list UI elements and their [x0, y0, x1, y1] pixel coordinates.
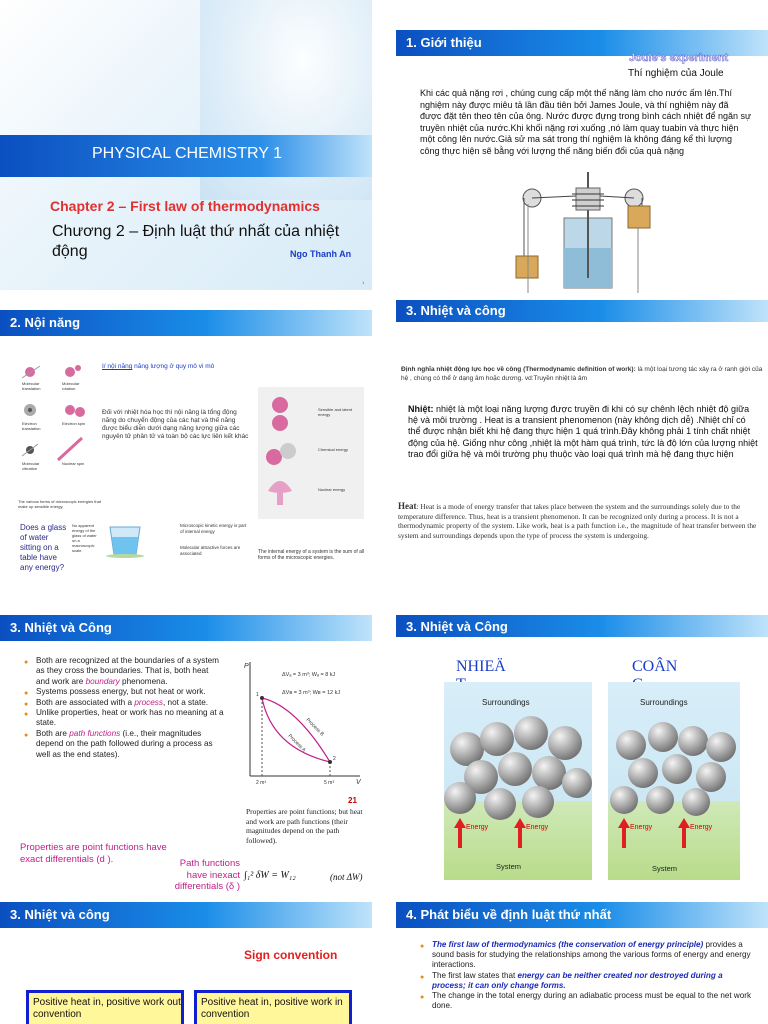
energy-label: Energy: [630, 824, 653, 831]
course-title: PHYSICAL CHEMISTRY 1: [92, 145, 282, 162]
energy-label: Energy: [466, 824, 489, 831]
molecule-sphere: [444, 782, 476, 814]
system-label: System: [652, 864, 678, 873]
joule-experiment-title: Joule's experiment: [629, 52, 729, 64]
heat-vietnamese: [408, 404, 758, 460]
heat-en-label: Heat: [398, 501, 417, 511]
page-number: 1: [362, 280, 365, 285]
slide-header: 2. Nội năng: [0, 310, 372, 336]
joule-apparatus-illustration: [514, 168, 652, 298]
pv-caption: Properties are point functions; but heat and work are path functions (their magnitudes depend on the path followed).: [246, 807, 363, 845]
micro-kinetic-note: Microscopic kinetic energy is part of internal energy: [180, 523, 247, 534]
bullet-item: ● Both are path functions (i.e., their magnitudes depend on the path followed during a process as well as the end states).: [24, 729, 224, 760]
mol-label-electron-translation: Electron translation: [22, 421, 41, 431]
heat-en-body: : Heat is a mode of energy transfer that takes place between the system and the surroundings solely due to the temperature difference. Thus, heat is a transient phenomenon. It can be recognized only during a process. It is not a thermodynamic property of the system. Like work, heat is a path function i.e., the magnitude of heat transfer between the system and surroundings depends upon the type of process the system is undergoing.: [398, 502, 757, 540]
molecule-sphere: [562, 768, 592, 798]
molecule-sphere: [548, 726, 582, 760]
bullet-item: ● The change in the total energy during an adiabatic process must be equal to the net work done.: [420, 991, 758, 1011]
molecule-sphere: [662, 754, 692, 784]
molecule-sphere: [484, 788, 516, 820]
system-label: System: [496, 862, 522, 871]
mol-label-electron-spin: Electron spin: [62, 421, 86, 426]
molecule-sphere: [706, 732, 736, 762]
slide-header: 3. Nhiệt và Công: [396, 615, 768, 637]
molecule-sphere: [522, 786, 554, 818]
slide-sign-convention: [0, 900, 372, 1024]
chapter-vietnamese: Chương 2 – Định luật thứ nhất của nhiệt động: [52, 223, 340, 260]
molecule-sphere: [480, 722, 514, 756]
slide-header: 3. Nhiệt và công: [0, 902, 372, 928]
surroundings-label: Surroundings: [640, 698, 688, 707]
integral-expression: ∫₁² δW = W₁₂: [244, 870, 296, 881]
work-panel-title: COÂN: [632, 658, 678, 675]
energy-label-nuclear: Nuclear energy: [318, 487, 346, 492]
energy-arrowhead-icon: [618, 818, 630, 828]
molecule-sphere: [610, 786, 638, 814]
mol-label-translation: Molecular translation: [22, 381, 41, 391]
convention-box-text: Positive heat in, positive work out convention: [33, 997, 181, 1020]
chapter-english: Chapter 2 – First law of thermodynamics: [50, 198, 320, 214]
graph-x-2: 5 m³: [324, 780, 334, 786]
properties-list: [24, 656, 224, 760]
slide-header: 1. Giới thiệu: [396, 30, 768, 56]
graph-process-b: Process B: [304, 717, 325, 738]
graph-eq-a: ΔVₐ = 3 m³; Wₐ = 8 kJ: [282, 672, 336, 678]
energy-arrowhead-icon: [678, 818, 690, 828]
molecule-sphere: [498, 752, 532, 786]
heat-vi-body: nhiệt là một loại năng lượng được truyền đi khi có sự chênh lệch nhiệt độ giữa hệ và môi trường . Heat is a transient phenomenon (này không dịch dễ) .Nhiệt chỉ có thể được nhận biết khi hệ đang thực hiện 1 quá trình.Đây không phải 1 tính chất nhiệt động của hệ. Giống như công ,nhiệt là một hàm quá trình, tức là độ lớn của lượng nhiệt trao đổi giữa hệ và môi trường phụ thuộc vào loại quá trình mà hệ đang thực hiện: [408, 404, 758, 459]
molecule-sphere: [648, 722, 678, 752]
point-function-note: Properties are point functions have exact differentials (d ).: [20, 842, 167, 865]
energy-arrowhead-icon: [514, 818, 526, 828]
molecule-sphere: [682, 788, 710, 816]
graph-eq-b: ΔVʙ = 3 m³; Wʙ = 12 kJ: [282, 690, 341, 696]
heat-panel-title: NHIEÄ: [456, 658, 506, 675]
heat-english: [398, 502, 766, 540]
energy-arrow-icon: [458, 828, 462, 848]
molecular-figure-caption: The various forms of microscopic energies that make up sensible energy.: [18, 499, 101, 509]
molecule-sphere: [628, 758, 658, 788]
molecule-sphere: [514, 716, 548, 750]
bullet-item: ● The first law states that energy can be neither created nor destroyed during a process; it can only change forms.: [420, 971, 758, 991]
glass-question: Does a glass of water sitting on a table have any energy?: [20, 523, 67, 572]
molecule-sphere: [532, 756, 566, 790]
slide-header: 3. Nhiệt và công: [396, 300, 768, 322]
mol-label-vibration: Molecular vibration: [22, 461, 40, 471]
molecule-sphere: [678, 726, 708, 756]
work-definition: [401, 365, 763, 383]
molecule-sphere: [646, 786, 674, 814]
slide-first-law: [396, 900, 768, 1024]
work-panel: [608, 682, 740, 880]
joule-experiment-subtitle: Thí nghiệm của Joule: [628, 68, 724, 79]
graph-point-2: 2: [333, 756, 336, 762]
first-law-list: [420, 940, 758, 1011]
author-name: Ngo Thanh An: [290, 249, 352, 259]
pv-diagram: [236, 658, 364, 788]
bullet-item: ● Both are recognized at the boundaries of a system as they cross the boundaries. That is, both heat and work are boundary phenomena.: [24, 656, 224, 687]
slide-title: [0, 0, 372, 290]
energy-arrow-icon: [622, 828, 626, 848]
bullet-item: ● Systems possess energy, but not heat or work.: [24, 687, 224, 697]
convention-box-heat-in-work-out: [26, 990, 184, 1024]
slide-header: 3. Nhiệt và Công: [0, 615, 372, 641]
energy-label: Energy: [690, 824, 713, 831]
energy-forms-figure: [260, 391, 300, 515]
internal-energy-definition: [102, 363, 214, 370]
convention-box-heat-in-work-in: [194, 990, 352, 1024]
energy-arrow-icon: [682, 828, 686, 848]
internal-energy-caption: The internal energy of a system is the sum of all forms of the microscopic energies.: [258, 549, 365, 561]
energy-forms-panel: [258, 387, 364, 519]
slide-internal-energy: [0, 305, 372, 572]
slide-heat-work-properties: [0, 610, 372, 892]
intro-body: Khi các quả nặng rơi , chúng cung cấp một thế năng làm cho nước ấm lên.Thí nghiệm này được miêu tả lần đầu tiên bởi James Joule, và thí nghiệm này đã được đặt tên theo tên của ông. Nước được đựng trong bình cách nhiệt để ngăn sự truyền nhiệt của nước.Khi khối nặng rơi xuống ,nó làm quay tuabin và thực hiện một công lên nước.Giả sử ma sát trong thí nghiệm là không đáng kể thì lượng công thực hiện sẽ bằng với lượng thế năng biến đổi của quả nặng: [420, 88, 752, 156]
bullet-item: ● Unlike properties, heat or work has no meaning at a state.: [24, 708, 224, 729]
mol-label-rotation: Molecular rotation: [62, 381, 80, 391]
energy-label-sensible: Sensible and latent energy: [318, 407, 353, 417]
energy-label-chemical: Chemical energy: [318, 447, 349, 452]
work-definition-body: là một loại tương tác xảy ra ở ranh giới của hệ , chúng có thể ở dạng âm hoặc dương. vd:Truyền nhiệt là âm: [401, 366, 763, 382]
convention-box-text: Positive heat in, positive work in convention: [201, 997, 343, 1020]
energy-arrowhead-icon: [454, 818, 466, 828]
bullet-item: ● The first law of thermodynamics (the conservation of energy principle) provides a sound basis for studying the relationships among the various forms of energy and energy interactions.: [420, 940, 758, 971]
molecule-sphere: [616, 730, 646, 760]
definition-link[interactable]: I/ nội năng: [102, 363, 133, 370]
attractive-forces-note: Molecular attractive forces are associated: [180, 545, 241, 556]
slide-number: 21: [348, 796, 357, 805]
graph-process-a: Process A: [286, 733, 307, 754]
glass-note: No apparent energy of the glass of water on a macroscopic scale.: [72, 523, 97, 553]
molecule-sphere: [696, 762, 726, 792]
definition-text: năng lượng ở quy mô vi mô: [134, 363, 215, 370]
energy-label: Energy: [526, 824, 549, 831]
graph-x-1: 2 m³: [256, 780, 266, 786]
slide-heat-definition: [396, 300, 768, 564]
heat-panel: [444, 682, 592, 880]
energy-arrow-icon: [518, 828, 522, 848]
work-definition-title: Định nghĩa nhiệt động lực học về công (Thermodynamic definition of work):: [401, 366, 636, 373]
glass-of-water-icon: [104, 523, 146, 559]
heat-vi-label: Nhiệt:: [408, 404, 434, 414]
slide-header: 4. Phát biểu về định luật thứ nhất: [396, 902, 768, 928]
graph-point-1: 1: [256, 692, 259, 698]
graph-p-axis: P: [244, 663, 249, 670]
path-function-note: Path functions have inexact differentials (δ ): [174, 858, 240, 892]
integral-note: (not ΔW): [330, 872, 363, 882]
bullet-item: ● Both are associated with a process, not a state.: [24, 698, 224, 708]
graph-v-axis: V: [356, 779, 361, 786]
sign-convention-title: Sign convention: [244, 948, 338, 962]
internal-energy-body: Đối với nhiệt hóa học thì nội năng là tổng động năng do chuyển động của các hạt và thế năng được biểu diễn dưới dạng năng lượng giữa các nguyên tử phân tử và toàn bộ các lực liên kết khác: [102, 409, 249, 440]
slide-introduction: [396, 0, 768, 300]
slide-heat-work-illustration: [396, 610, 768, 892]
mol-label-nuclear-spin: Nuclear spin: [62, 461, 85, 466]
surroundings-label: Surroundings: [482, 698, 530, 707]
